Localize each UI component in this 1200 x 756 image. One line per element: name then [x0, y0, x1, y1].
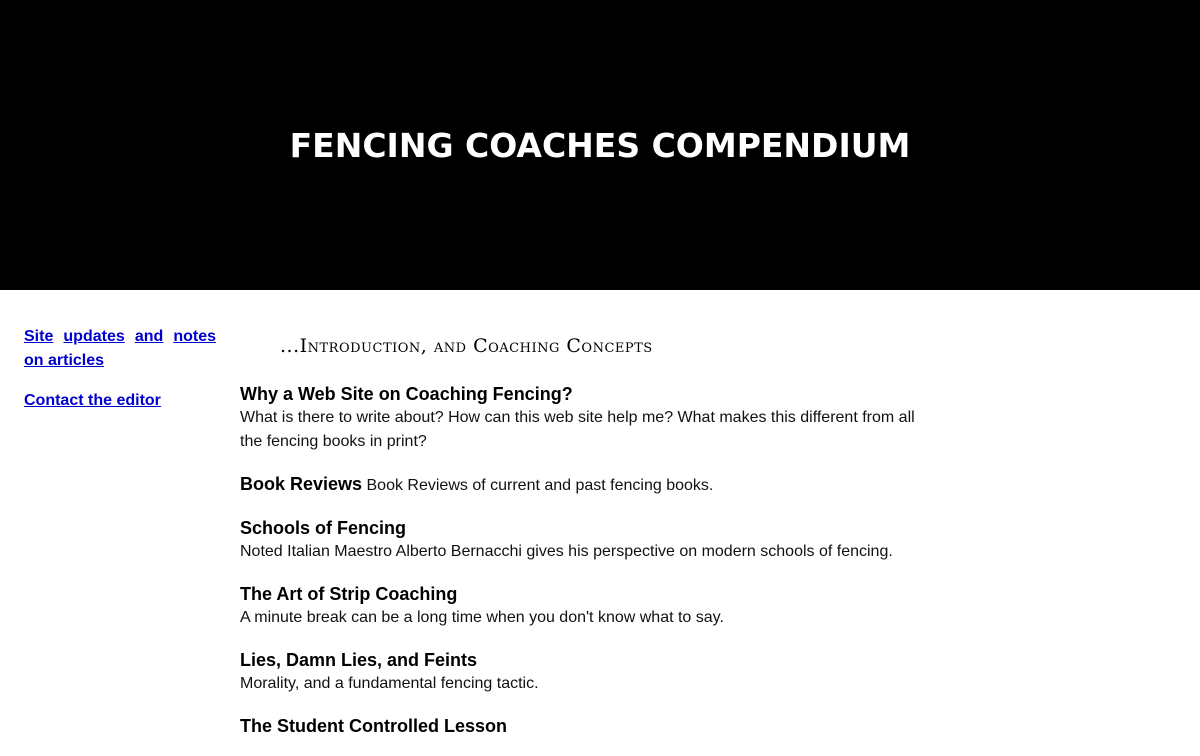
- article-description: Noted Italian Maestro Alberto Bernacchi gives his perspective on modern schools of fencing.: [240, 543, 893, 560]
- article-item: [240, 382, 920, 454]
- article-description: What is there to write about? How can this web site help me? What makes this different from all the fencing books in print?: [240, 409, 915, 450]
- site-updates-link-line1: [24, 325, 216, 349]
- site-updates-link-word: and: [134, 328, 164, 345]
- article-item: [240, 472, 920, 498]
- article-title[interactable]: Book Reviews: [240, 474, 363, 494]
- article-item: [240, 582, 920, 630]
- article-title[interactable]: Lies, Damn Lies, and Feints: [240, 650, 478, 670]
- article-item: [240, 648, 920, 696]
- site-title: FENCING COACHES COMPENDIUM: [289, 126, 911, 165]
- article-item: [240, 714, 920, 738]
- article-description: Morality, and a fundamental fencing tactic.: [240, 675, 539, 692]
- main-content: [240, 330, 920, 756]
- contact-editor-link[interactable]: Contact the editor: [24, 392, 161, 409]
- article-title[interactable]: Why a Web Site on Coaching Fencing?: [240, 384, 573, 404]
- article-item: [240, 516, 920, 564]
- sidebar: [24, 325, 216, 429]
- article-title[interactable]: Schools of Fencing: [240, 518, 407, 538]
- site-updates-link-word: notes: [173, 328, 216, 345]
- site-updates-link-word: updates: [63, 328, 125, 345]
- article-title[interactable]: The Art of Strip Coaching: [240, 584, 458, 604]
- site-updates-link-line2: on articles: [24, 352, 105, 369]
- article-title[interactable]: The Student Controlled Lesson: [240, 716, 508, 736]
- site-updates-link[interactable]: [24, 325, 216, 373]
- article-description: A minute break can be a long time when you don't know what to say.: [240, 609, 724, 626]
- site-updates-link-word: Site: [24, 328, 54, 345]
- section-heading: ...Introduction, and Coaching Concepts: [280, 335, 653, 357]
- article-description: Book Reviews of current and past fencing books.: [366, 477, 714, 494]
- site-banner: [0, 0, 1200, 290]
